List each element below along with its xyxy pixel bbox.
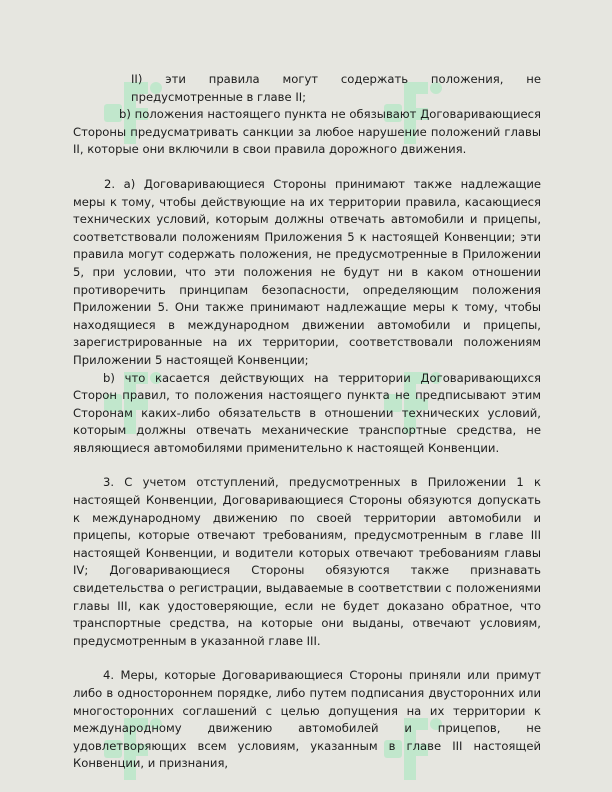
paragraph-3: 3. С учетом отступлений, предусмотренных в Приложении 1 к настоящей Конвенции, Договаривающиеся Стороны обязуются допускать к международному движению по своей территории автомобили и прицепы, которые отвечают требованиям, предусмотренным в главе III настоящей Конвенции, и водители которых отвечают требованиям главы IV; Договаривающиеся Стороны обязуются также признавать свидетельства о регистрации, выдаваемые в соответствии с положениями главы III, как удостоверяющие, если не будет доказано обратное, что транспортные средства, на которые они выданы, отвечают условиям, предусмотренным в указанной главе III. bbox=[73, 475, 541, 648]
paragraph-2-a: 2. a) Договаривающиеся Стороны принимают также надлежащие меры к тому, чтобы действующие на их территории правила, касающиеся технических условий, которым должны отвечать автомобили и прицепы, соответствовали положениям Приложения 5 к настоящей Конвенции; эти правила могут содержать положения, не предусмотренные в Приложении 5, при условии, что эти положения не будут ни в каком отношении противоречить принципам безопасности, определяющим положения Приложении 5. Они также принимают надлежащие меры к тому, чтобы находящиеся в международном движении автомобили и прицепы, зарегистрированные на их территории, соответствовали положениям Приложении 5 настоящей Конвенции; bbox=[73, 176, 541, 367]
paragraph-2-b: b) что касается действующих на территории Договаривающихся Сторон правил, то положения настоящего пункта не предписывают этим Сторонам каких-либо обязательств в отношении технических условий, которым должны отвечать механические транспортные средства, не являющиеся автомобилями применительно к настоящей Конвенции. bbox=[73, 370, 541, 455]
paragraph-4: 4. Меры, которые Договаривающиеся Стороны приняли или примут либо в одностороннем порядке, либо путем подписания двусторонних или многосторонних соглашений с целью допущения на их территории к международному движению автомобилей и прицепов, не удовлетворяющих всем условиям, указанным в главе III настоящей Конвенции, и признания, bbox=[73, 668, 541, 771]
document-body bbox=[73, 71, 541, 773]
paragraph-1-b: b) положения настоящего пункта не обязывают Договаривающиеся Стороны предусматривать санкции за любое нарушение положений главы II, которые они включили в свои правила дорожного движения. bbox=[73, 107, 541, 157]
paragraph-1-ii: II) эти правила могут содержать положения, не предусмотренные в главе II; bbox=[131, 72, 541, 104]
paragraph-gap bbox=[73, 457, 541, 474]
paragraph-gap bbox=[73, 650, 541, 667]
paragraph-gap bbox=[73, 159, 541, 176]
